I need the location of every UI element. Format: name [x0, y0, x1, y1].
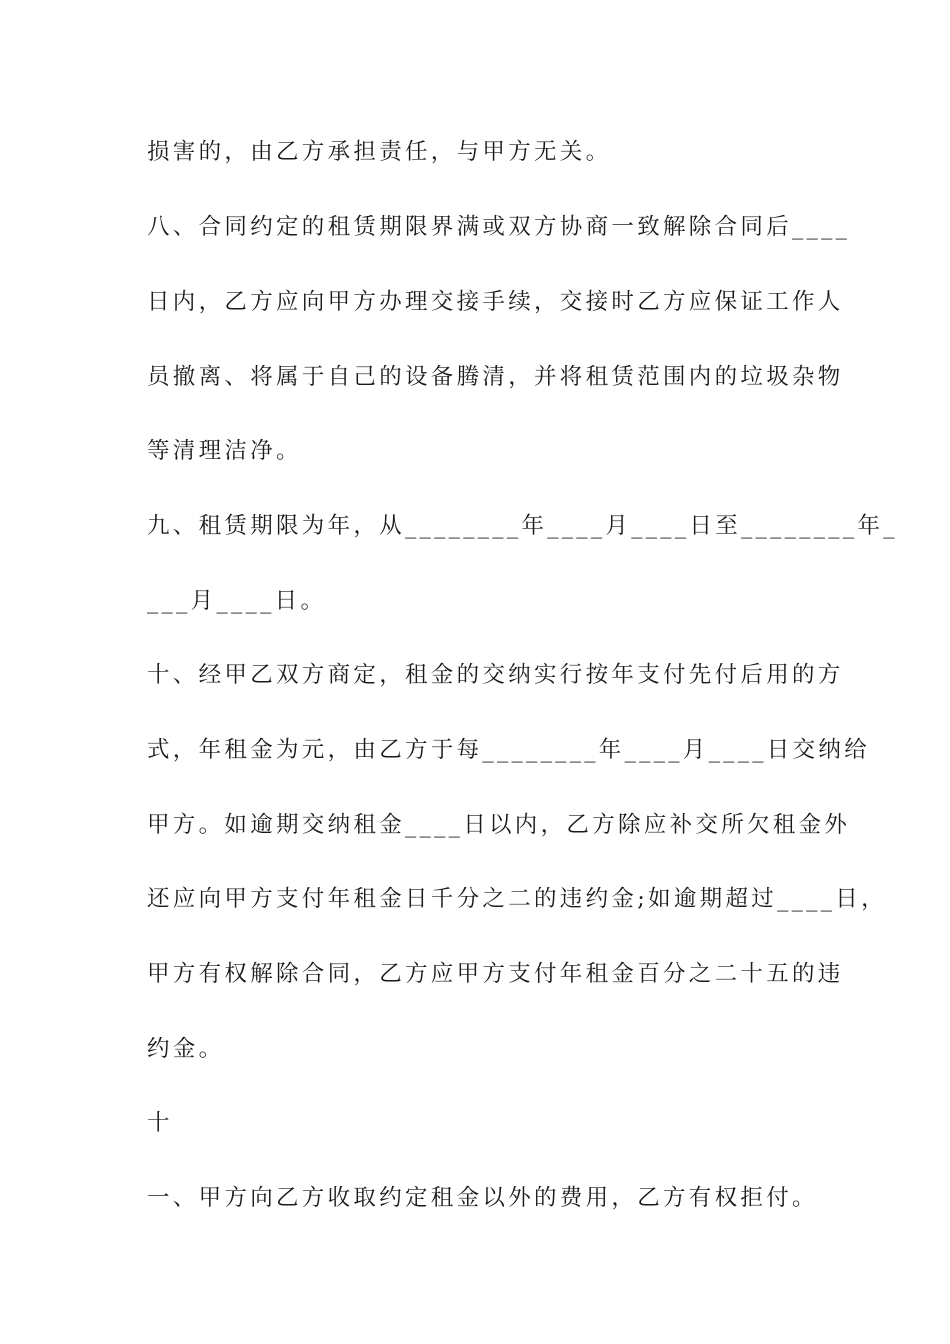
paragraph-line: 损害的，由乙方承担责任，与甲方无关。 [147, 139, 612, 165]
paragraph-line: 九、租赁期限为年，从________年____月____日至________年_ [147, 513, 898, 539]
paragraph-line: 还应向甲方支付年租金日千分之二的违约金;如逾期超过____日， [147, 886, 887, 912]
paragraph-line: 员撤离、将属于自己的设备腾清，并将租赁范围内的垃圾杂物 [147, 364, 844, 390]
paragraph-line: 甲方。如逾期交纳租金____日以内，乙方除应补交所欠租金外 [147, 812, 851, 838]
paragraph-line: 日内，乙方应向甲方办理交接手续，交接时乙方应保证工作人 [147, 289, 844, 315]
paragraph-line: 一、甲方向乙方收取约定租金以外的费用，乙方有权拒付。 [147, 1185, 818, 1211]
paragraph-line: 约金。 [147, 1036, 225, 1062]
paragraph-line: 式，年租金为元，由乙方于每________年____月____日交纳给 [147, 737, 871, 763]
paragraph-line: 十、经甲乙双方商定，租金的交纳实行按年支付先付后用的方 [147, 662, 844, 688]
paragraph-line: 八、合同约定的租赁期限界满或双方协商一致解除合同后____ [147, 214, 851, 240]
paragraph-line: 十 [147, 1110, 173, 1136]
paragraph-line: ___月____日。 [147, 588, 327, 614]
paragraph-line: 等清理洁净。 [147, 438, 302, 464]
paragraph-line: 甲方有权解除合同，乙方应甲方支付年租金百分之二十五的违 [147, 961, 844, 987]
